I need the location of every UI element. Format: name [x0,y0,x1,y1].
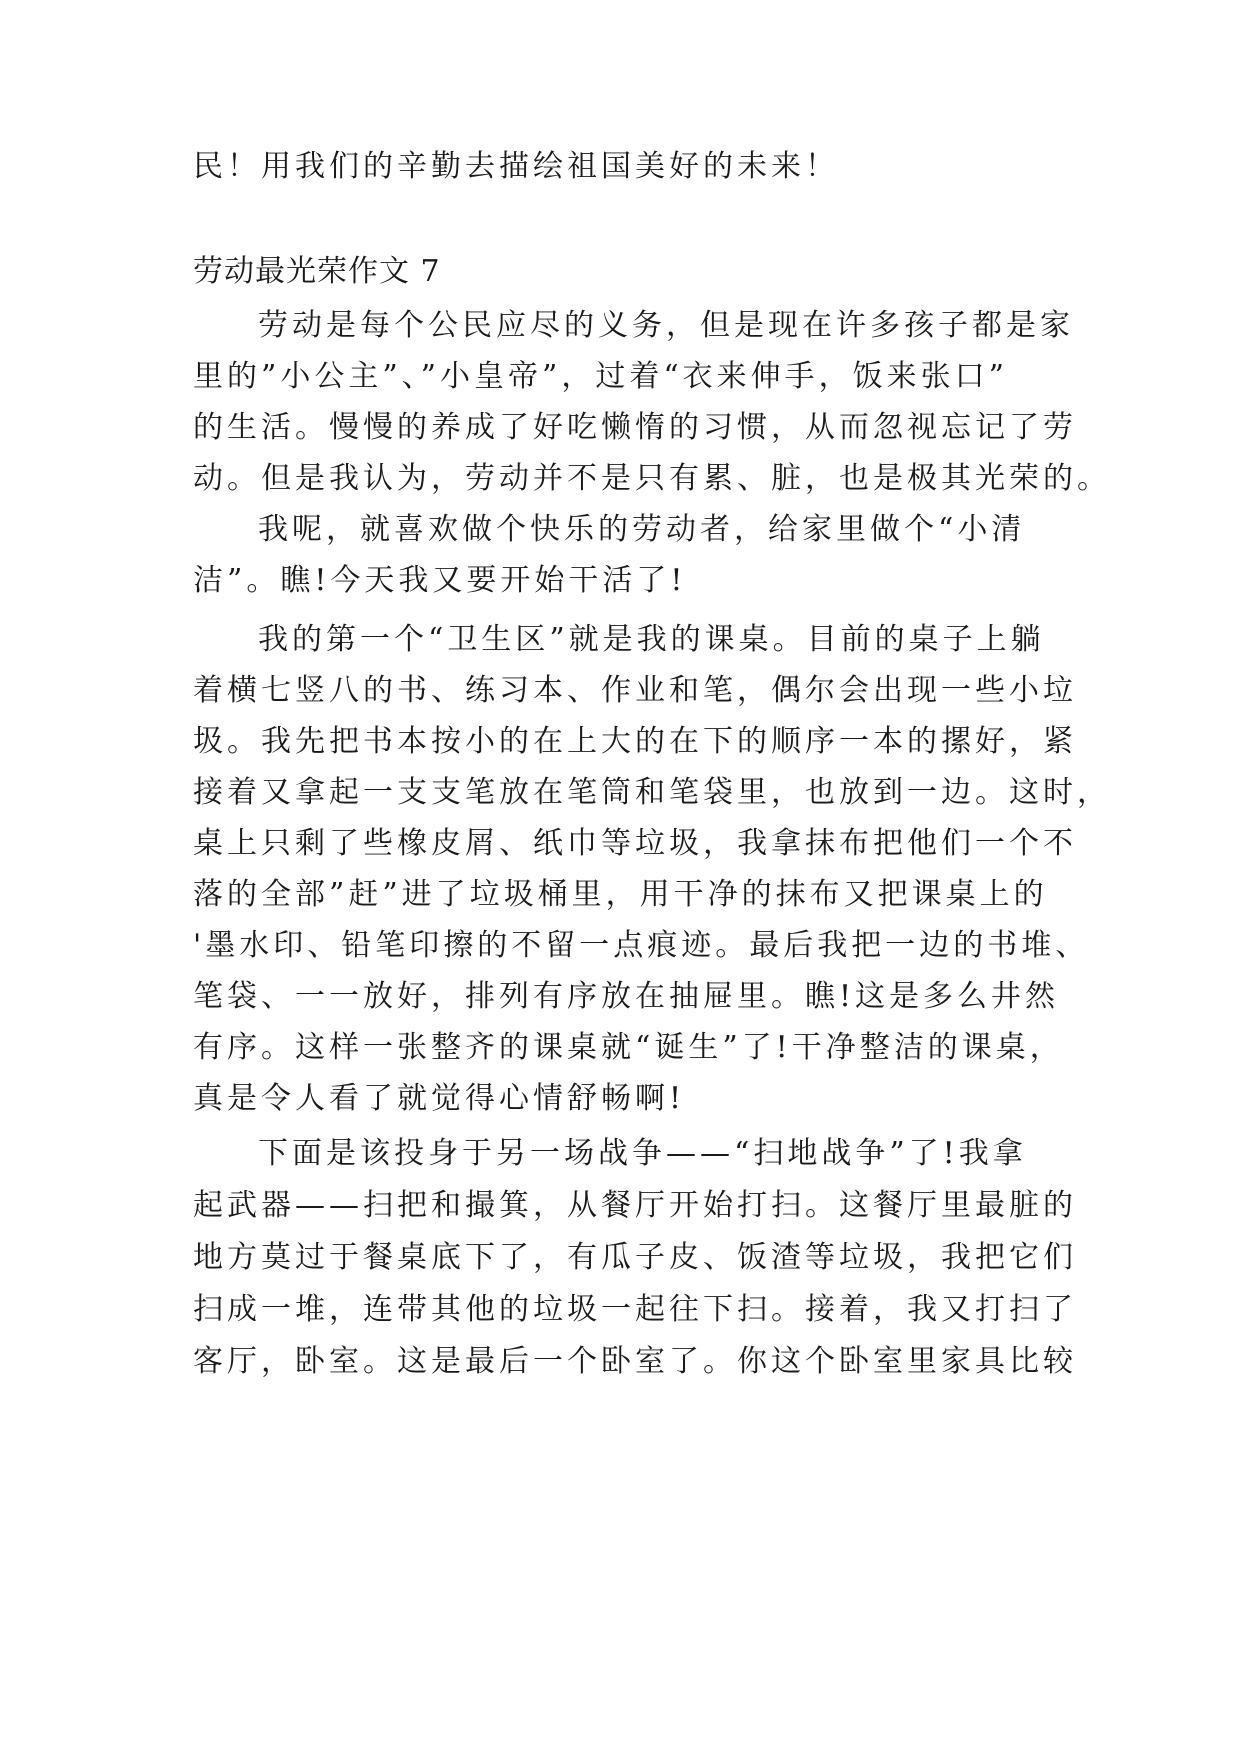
text-line: '墨水印、铅笔印擦的不留一点痕迹。最后我把一边的书堆、 [193,928,1090,963]
text-line: 真是令人看了就觉得心情舒畅啊! [193,1081,686,1116]
text-line: 落的全部”赶”进了垃圾桶里，用干净的抹布又把课桌上的 [193,877,1048,912]
section-heading: 劳动最光荣作文 7 [193,254,441,289]
text-line: 着横七竖八的书、练习本、作业和笔，偶尔会出现一些小垃 [193,673,1077,708]
text-line: 笔袋、一一放好，排列有序放在抽屉里。瞧!这是多么井然 [193,979,1060,1014]
text-line: 起武器——扫把和撮箕，从餐厅开始打扫。这餐厅里最脏的 [193,1188,1077,1223]
text-line: 客厅，卧室。这是最后一个卧室了。你这个卧室里家具比较 [193,1344,1077,1379]
text-line: 动。但是我认为，劳动并不是只有累、脏，也是极其光荣的。 [193,461,1111,496]
text-line: 的生活。慢慢的养成了好吃懒惰的习惯，从而忽视忘记了劳 [193,410,1077,445]
text-line: 洁”。瞧!今天我又要开始干活了! [193,563,687,598]
text-line: 接着又拿起一支支笔放在笔筒和笔袋里，也放到一边。这时， [193,775,1111,810]
text-line: 我呢，就喜欢做个快乐的劳动者，给家里做个“小清 [258,512,1026,547]
text-line: 劳动是每个公民应尽的义务，但是现在许多孩子都是家 [258,308,1074,343]
text-line: 圾。我先把书本按小的在上大的在下的顺序一本的摞好，紧 [193,724,1077,759]
text-line: 里的”小公主”、”小皇帝”，过着“衣来伸手，饭来张口” [193,359,1009,394]
text-line: 有序。这样一张整齐的课桌就“诞生”了!干净整洁的课桌， [193,1030,1064,1065]
text-line: 地方莫过于餐桌底下了，有瓜子皮、饭渣等垃圾，我把它们 [193,1240,1077,1275]
text-line: 下面是该投身于另一场战争——“扫地战争”了!我拿 [258,1136,1027,1171]
text-line: 我的第一个“卫生区”就是我的课桌。目前的桌子上躺 [258,622,1045,657]
text-line: 扫成一堆，连带其他的垃圾一起往下扫。接着，我又打扫了 [193,1292,1077,1327]
text-line: 桌上只剩了些橡皮屑、纸巾等垃圾，我拿抹布把他们一个不 [193,826,1077,861]
text-line: 民！用我们的辛勤去描绘祖国美好的未来！ [193,149,839,184]
